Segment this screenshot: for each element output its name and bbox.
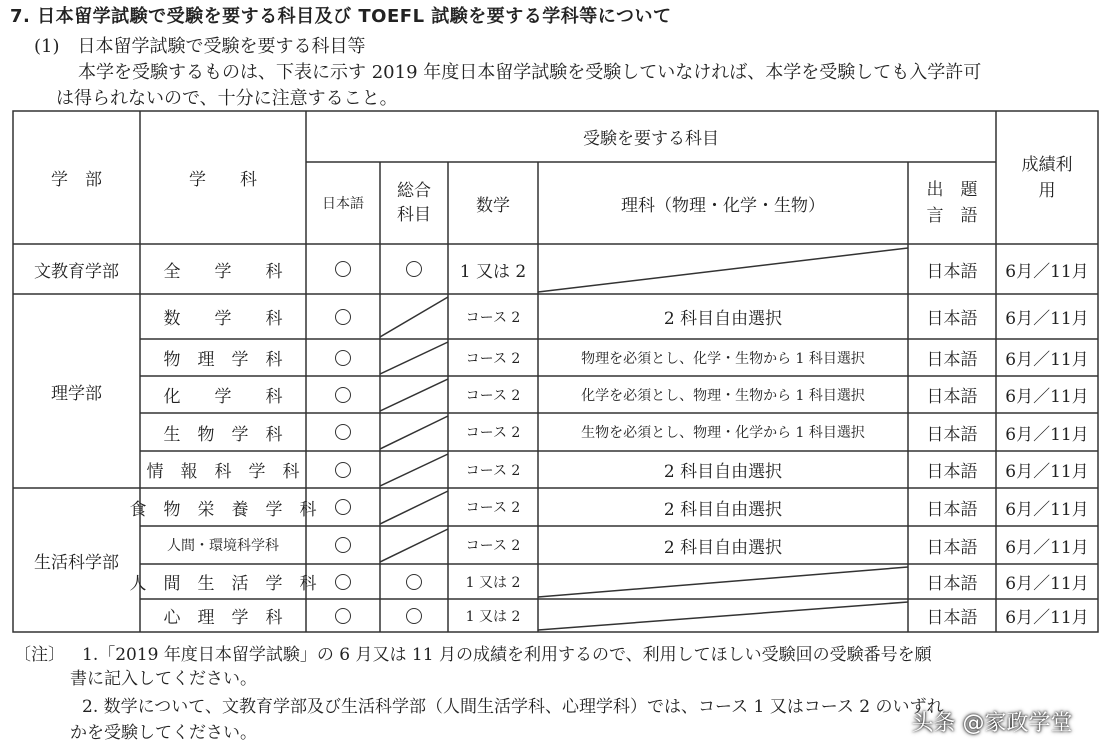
japanese-required-mark (306, 451, 380, 488)
subjects-table (12, 110, 1100, 634)
math-course-cell: コース 2 (465, 425, 521, 441)
department-cell: 心 理 学 科 (163, 608, 283, 628)
section-title: 7. 日本留学試験で受験を要する科目及び TOEFL 試験を要する学科等について (10, 6, 672, 27)
faculty-human-life-science: 生活科学部 (34, 552, 119, 573)
header-general-subjects: 総合科目 (397, 181, 431, 225)
science-subjects-cell: 2 科目自由選択 (663, 499, 783, 520)
japanese-required-mark (306, 599, 380, 632)
math-course-cell: コース 2 (465, 538, 521, 554)
header-science: 理科（物理・化学・生物） (621, 195, 825, 216)
japanese-required-mark (306, 526, 380, 564)
general-required-mark (380, 599, 448, 632)
science-subjects-cell: 化学を必須とし、物理・生物から 1 科目選択 (581, 387, 865, 404)
faculty-science: 理学部 (51, 383, 102, 404)
department-cell: 全 学 科 (163, 261, 283, 282)
math-course-cell: コース 2 (465, 462, 521, 479)
header-required-subjects: 受験を要する科目 (583, 129, 719, 149)
score-use-cell: 6月／11月 (1005, 462, 1089, 482)
score-use-cell: 6月／11月 (1005, 350, 1089, 370)
japanese-required-mark (306, 564, 380, 599)
math-course-cell: 1 又は 2 (459, 261, 527, 282)
exam-language-cell: 日本語 (926, 537, 978, 558)
math-course-cell: 1 又は 2 (465, 574, 521, 591)
header-japanese: 日本語 (322, 196, 364, 212)
exam-language-cell: 日本語 (926, 261, 978, 282)
math-course-cell: コース 2 (465, 350, 521, 367)
science-subjects-cell: 2 科目自由選択 (663, 309, 783, 329)
department-cell: 食 物 栄 養 学 科 (129, 499, 317, 520)
header-math: 数学 (476, 195, 510, 216)
department-cell: 人間・環境科学科 (167, 538, 279, 554)
general-required-mark (380, 244, 448, 294)
intro-text-line2: は得られないので、十分に注意すること。 (56, 88, 398, 109)
department-cell: 数 学 科 (163, 309, 283, 329)
japanese-required-mark (306, 339, 380, 376)
exam-language-cell: 日本語 (926, 350, 978, 370)
score-use-cell: 6月／11月 (1005, 309, 1089, 329)
japanese-required-mark (306, 376, 380, 413)
math-course-cell: コース 2 (465, 500, 521, 516)
header-faculty: 学 部 (51, 170, 102, 190)
score-use-cell: 6月／11月 (1005, 537, 1089, 558)
score-use-cell: 6月／11月 (1005, 608, 1089, 628)
department-cell: 生 物 学 科 (163, 424, 283, 445)
science-subjects-cell: 生物を必須とし、物理・化学から 1 科目選択 (581, 425, 865, 441)
science-subjects-cell: 2 科目自由選択 (663, 462, 783, 482)
subsection-title: (1) 日本留学試験で受験を要する科目等 (34, 36, 366, 57)
department-cell: 物 理 学 科 (163, 350, 283, 370)
score-use-cell: 6月／11月 (1005, 387, 1089, 407)
notes-label: 〔注〕 (14, 645, 65, 665)
science-subjects-cell: 物理を必須とし、化学・生物から 1 科目選択 (581, 350, 865, 367)
note-2-line2: かを受験してください。 (70, 723, 257, 743)
exam-language-cell: 日本語 (926, 574, 978, 594)
exam-language-cell: 日本語 (926, 424, 978, 445)
department-cell: 人 間 生 活 学 科 (129, 574, 317, 594)
score-use-cell: 6月／11月 (1005, 499, 1089, 520)
score-use-cell: 6月／11月 (1005, 424, 1089, 445)
note-1-line2: 書に記入してください。 (70, 669, 257, 689)
department-cell: 情 報 科 学 科 (146, 462, 300, 482)
note-2-line1: 2. 数学について、文教育学部及び生活科学部（人間生活学科、心理学科）では、コース 1 又はコース 2 のいずれ (82, 697, 944, 717)
score-use-cell: 6月／11月 (1005, 574, 1089, 594)
math-course-cell: コース 2 (465, 387, 521, 404)
exam-language-cell: 日本語 (926, 309, 978, 329)
exam-language-cell: 日本語 (926, 462, 978, 482)
math-course-cell: コース 2 (465, 309, 521, 326)
exam-language-cell: 日本語 (926, 608, 978, 628)
math-course-cell: 1 又は 2 (465, 608, 521, 625)
japanese-required-mark (306, 294, 380, 339)
japanese-required-mark (306, 413, 380, 451)
header-department: 学 科 (189, 170, 257, 190)
department-cell: 化 学 科 (163, 387, 283, 407)
header-exam-language: 出 題言 語 (926, 180, 978, 226)
faculty-letters-education: 文教育学部 (34, 261, 119, 282)
science-subjects-cell: 2 科目自由選択 (663, 537, 783, 558)
exam-language-cell: 日本語 (926, 499, 978, 520)
header-score-use: 成績利用 (1021, 154, 1073, 201)
japanese-required-mark (306, 244, 380, 294)
score-use-cell: 6月／11月 (1005, 261, 1089, 282)
general-required-mark (380, 564, 448, 599)
note-1-line1: 1.「2019 年度日本留学試験」の 6 月又は 11 月の成績を利用するので、利用してほしい受験回の受験番号を願 (82, 645, 932, 665)
japanese-required-mark (306, 488, 380, 526)
watermark: 头条 @家政学堂 (911, 710, 1073, 736)
exam-language-cell: 日本語 (926, 387, 978, 407)
intro-text-line1: 本学を受験するものは、下表に示す 2019 年度日本留学試験を受験していなければ、本学を受験しても入学許可 (78, 62, 982, 83)
